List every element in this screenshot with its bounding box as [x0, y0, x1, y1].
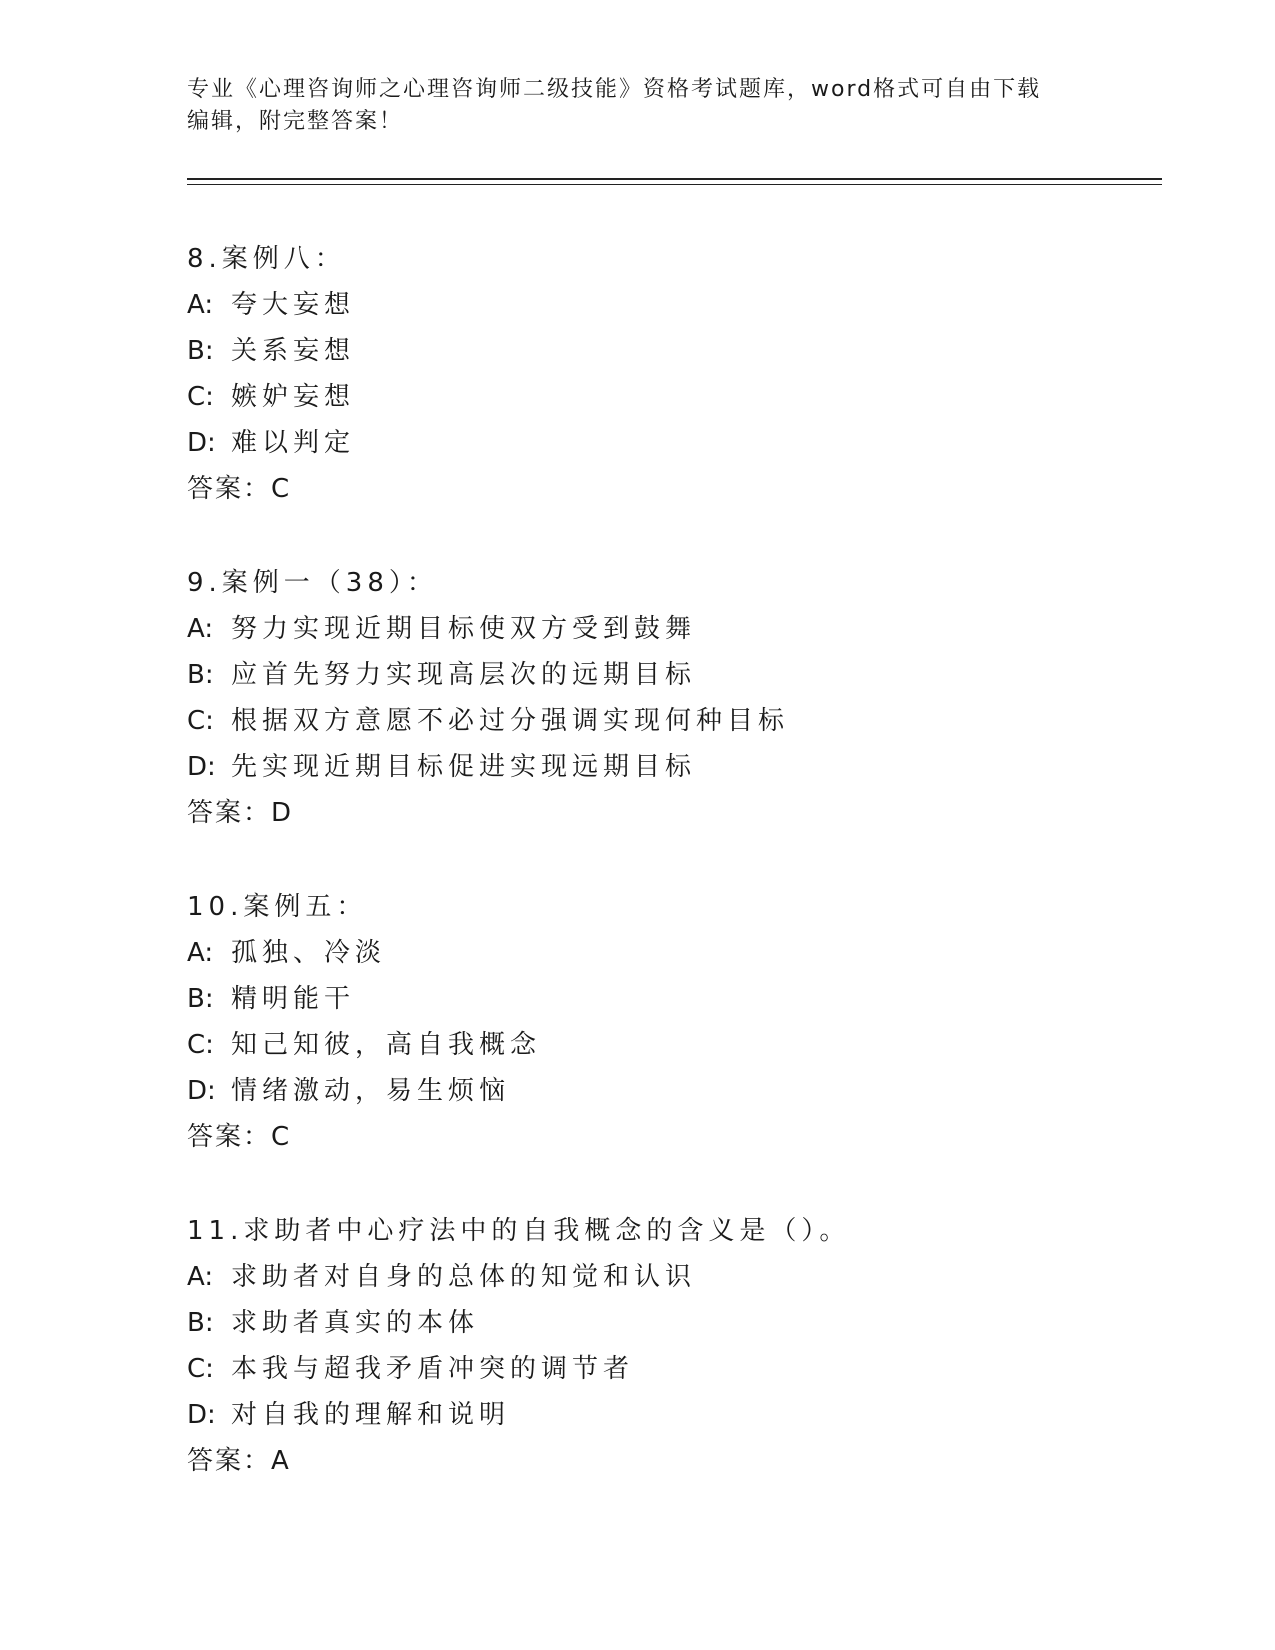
option-text: 知己知彼，高自我概念: [231, 1030, 542, 1060]
option-letter: C:: [187, 706, 214, 736]
option-c: [187, 1346, 1162, 1392]
option-text: 对自我的理解和说明: [231, 1400, 511, 1430]
option-letter: A:: [187, 614, 214, 644]
option-letter: C:: [187, 1354, 214, 1384]
option-letter: B:: [187, 1308, 214, 1338]
header-line-2: 编辑，附完整答案！: [187, 109, 404, 134]
document-header: [187, 74, 1067, 138]
option-a: [187, 930, 1162, 976]
answer-label: 答案：: [187, 474, 272, 504]
answer-label: 答案：: [187, 1122, 272, 1152]
option-text: 夸大妄想: [231, 290, 356, 320]
question-8: [187, 236, 1162, 512]
question-title: 10.案例五：: [187, 892, 368, 922]
option-a: [187, 282, 1162, 328]
option-text: 应首先努力实现高层次的远期目标: [231, 660, 697, 690]
option-text: 先实现近期目标促进实现远期目标: [231, 752, 697, 782]
question-title: 9.案例一（38）：: [187, 568, 438, 598]
answer-line: [187, 466, 1162, 512]
option-text: 嫉妒妄想: [231, 382, 356, 412]
option-letter: A:: [187, 938, 214, 968]
option-letter: A:: [187, 290, 214, 320]
answer-value: C: [271, 474, 293, 504]
option-text: 关系妄想: [231, 336, 356, 366]
question-11: [187, 1208, 1162, 1484]
answer-label: 答案：: [187, 1446, 272, 1476]
option-text: 难以判定: [231, 428, 356, 458]
option-d: [187, 744, 1162, 790]
option-letter: D:: [187, 1076, 216, 1106]
option-letter: B:: [187, 660, 214, 690]
option-b: [187, 328, 1162, 374]
option-letter: D:: [187, 752, 216, 782]
option-text: 本我与超我矛盾冲突的调节者: [231, 1354, 635, 1384]
option-d: [187, 1068, 1162, 1114]
question-title: 8.案例八：: [187, 244, 346, 274]
header-divider-thin: [187, 184, 1162, 185]
answer-value: D: [271, 798, 295, 828]
header-line-1: 专业《心理咨询师之心理咨询师二级技能》资格考试题库，word格式可自由下载: [187, 77, 1042, 102]
question-9: [187, 560, 1162, 836]
option-letter: D:: [187, 428, 216, 458]
option-c: [187, 698, 1162, 744]
option-text: 求助者真实的本体: [231, 1308, 480, 1338]
option-d: [187, 420, 1162, 466]
option-text: 努力实现近期目标使双方受到鼓舞: [231, 614, 697, 644]
option-letter: B:: [187, 984, 214, 1014]
answer-label: 答案：: [187, 798, 272, 828]
option-letter: D:: [187, 1400, 216, 1430]
question-title: 11.求助者中心疗法中的自我概念的含义是（）。: [187, 1216, 851, 1246]
option-c: [187, 1022, 1162, 1068]
header-divider-thick: [187, 178, 1162, 180]
question-list: [187, 236, 1162, 1532]
option-text: 根据双方意愿不必过分强调实现何种目标: [231, 706, 790, 736]
option-d: [187, 1392, 1162, 1438]
option-b: [187, 976, 1162, 1022]
option-letter: C:: [187, 382, 214, 412]
answer-line: [187, 1114, 1162, 1160]
question-10: [187, 884, 1162, 1160]
answer-value: C: [271, 1122, 293, 1152]
option-text: 孤独、冷淡: [231, 938, 387, 968]
option-text: 情绪激动，易生烦恼: [231, 1076, 511, 1106]
option-b: [187, 652, 1162, 698]
option-a: [187, 1254, 1162, 1300]
option-a: [187, 606, 1162, 652]
answer-value: A: [271, 1446, 292, 1476]
answer-line: [187, 1438, 1162, 1484]
option-text: 求助者对自身的总体的知觉和认识: [231, 1262, 697, 1292]
option-text: 精明能干: [231, 984, 356, 1014]
option-b: [187, 1300, 1162, 1346]
option-letter: A:: [187, 1262, 214, 1292]
option-letter: C:: [187, 1030, 214, 1060]
answer-line: [187, 790, 1162, 836]
option-c: [187, 374, 1162, 420]
option-letter: B:: [187, 336, 214, 366]
